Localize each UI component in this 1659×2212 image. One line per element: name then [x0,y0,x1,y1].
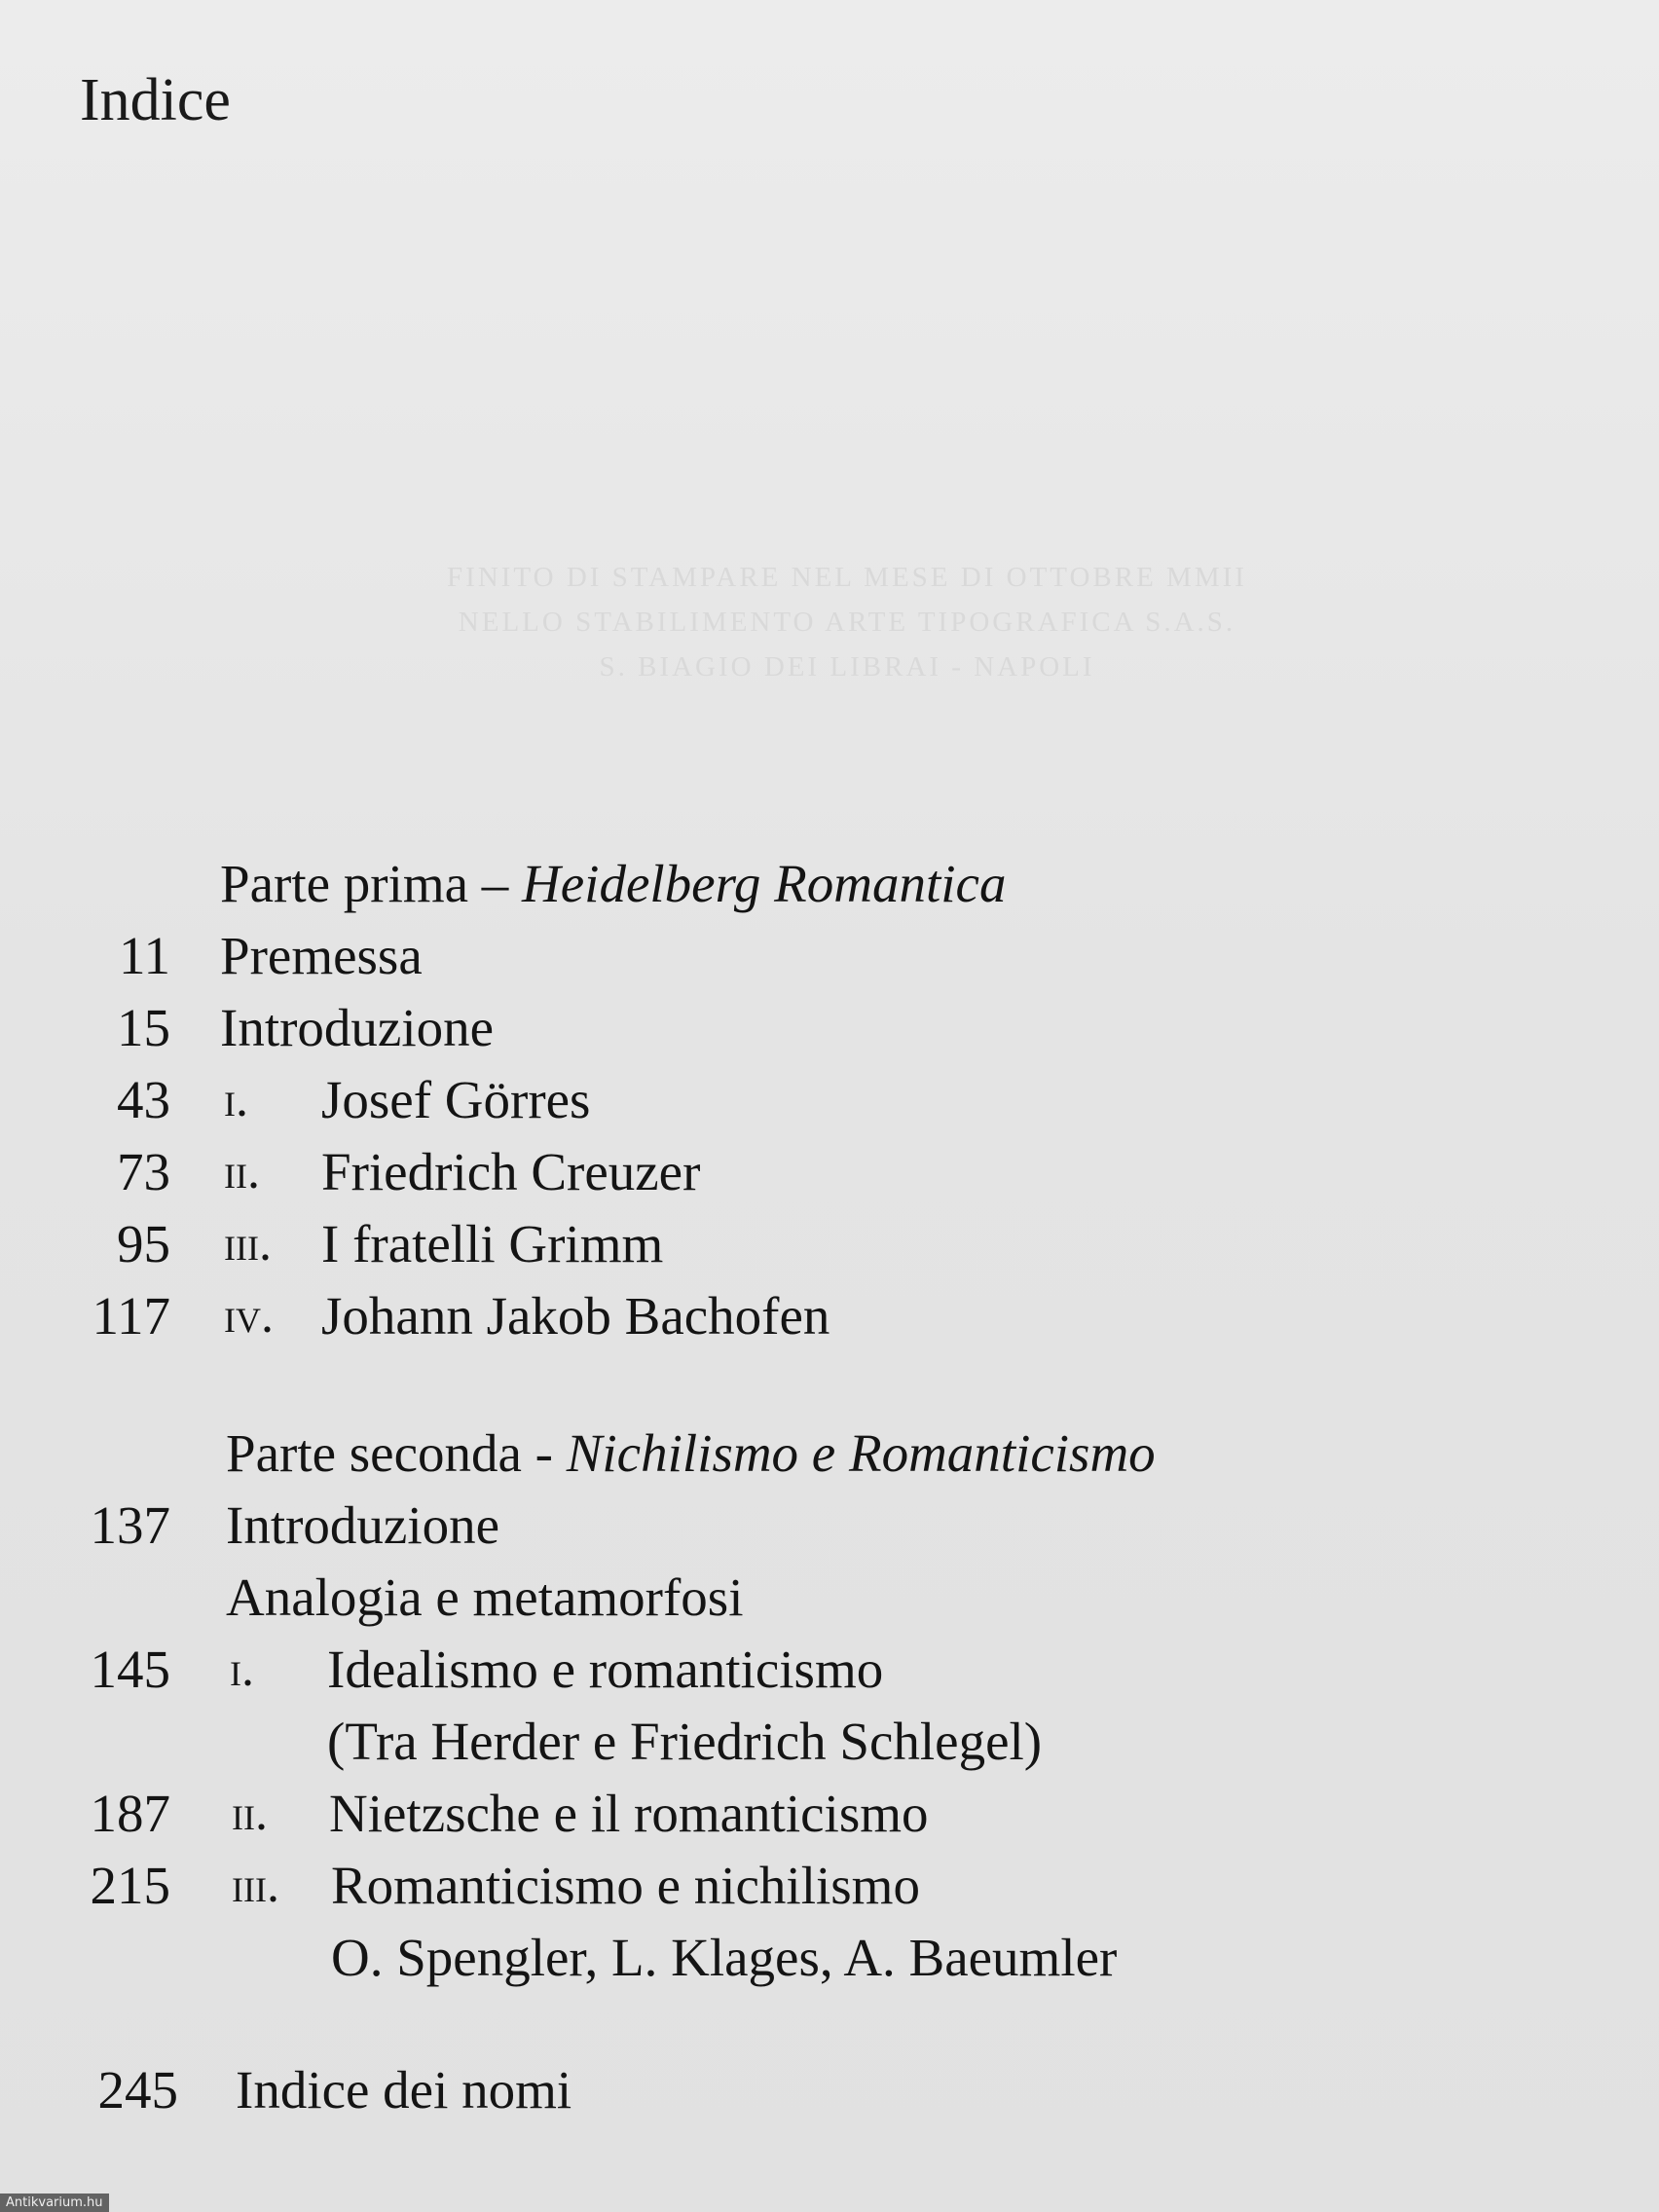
toc-page-number: 43 [117,1070,170,1129]
toc-page-number: 11 [119,926,170,985]
toc-page-number: 215 [90,1856,170,1915]
toc-entry-title: Introduzione [220,998,495,1057]
toc-page-number: 95 [117,1214,170,1273]
toc-entry [0,920,1659,992]
toc-page-number: 187 [90,1784,170,1843]
toc-entry-subtitle: (Tra Herder e Friedrich Schlegel) [327,1712,1043,1771]
part-heading-text [226,1418,1156,1490]
toc-entry-title: Introduzione [226,1495,500,1555]
part-heading-prefix: Parte seconda - [226,1423,567,1483]
chapter-numeral: iii. [224,1216,272,1272]
toc-entry-title: Nietzsche e il romanticismo [329,1784,929,1843]
toc-entry [0,2054,1659,2126]
toc-entry-continuation [0,1706,1659,1778]
toc-entry [0,1064,1659,1136]
toc-entry-title: Analogia e metamorfosi [226,1567,744,1627]
toc-entry [0,1136,1659,1208]
toc-page-number: 145 [90,1640,170,1699]
toc-entry-title: Indice dei nomi [236,2060,572,2120]
toc-part-two [0,1418,1659,1994]
part-heading-title: Nichilismo e Romanticismo [566,1423,1156,1483]
toc-entry [0,1634,1659,1706]
chapter-numeral: ii. [224,1144,260,1199]
toc-entry-title: Romanticismo e nichilismo [331,1856,920,1915]
toc-entry-title: Johann Jakob Bachofen [321,1286,830,1346]
part-heading [0,848,1659,920]
toc-page-number: 73 [117,1142,170,1201]
toc-entry-subtitle: O. Spengler, L. Klages, A. Baeumler [331,1928,1118,1987]
chapter-numeral: ii. [232,1786,268,1841]
toc-entry-title: Premessa [220,926,423,985]
part-heading-title: Heidelberg Romantica [522,854,1007,913]
toc-page-number: 15 [117,998,170,1057]
toc-entry-title: I fratelli Grimm [321,1214,664,1273]
toc-entry [0,1850,1659,1922]
toc-entry [0,1208,1659,1280]
toc-part-one [0,848,1659,1352]
toc-entry [0,1778,1659,1850]
toc-entry-continuation [0,1922,1659,1994]
toc-entry-title: Idealismo e romanticismo [327,1640,884,1699]
colophon-line: S. BIAGIO DEI LIBRAI - NAPOLI [599,651,1095,682]
toc-entry [0,1280,1659,1352]
part-heading-prefix: Parte prima – [220,854,523,913]
toc-entry [0,1490,1659,1562]
chapter-numeral: iv. [224,1288,274,1344]
toc-entry-title: Friedrich Creuzer [321,1142,701,1201]
chapter-numeral: iii. [232,1858,279,1913]
toc-entry-title: Josef Görres [321,1070,591,1129]
watermark: Antikvarium.hu [0,2194,109,2212]
colophon-line: NELLO STABILIMENTO ARTE TIPOGRAFICA S.A.S. [458,607,1236,638]
page-title: Indice [80,67,231,133]
toc-entry [0,992,1659,1064]
colophon [331,555,1363,689]
toc-page-number: 137 [90,1495,170,1555]
toc-index [0,2054,1659,2126]
part-heading [0,1418,1659,1490]
chapter-numeral: i. [224,1072,248,1127]
toc-page-number: 117 [92,1286,170,1346]
colophon-line: FINITO DI STAMPARE NEL MESE DI OTTOBRE MMII [447,562,1247,593]
chapter-numeral: i. [230,1641,254,1697]
toc-page-number: 245 [97,2060,178,2120]
toc-entry [0,1562,1659,1634]
part-heading-text [220,848,1006,920]
